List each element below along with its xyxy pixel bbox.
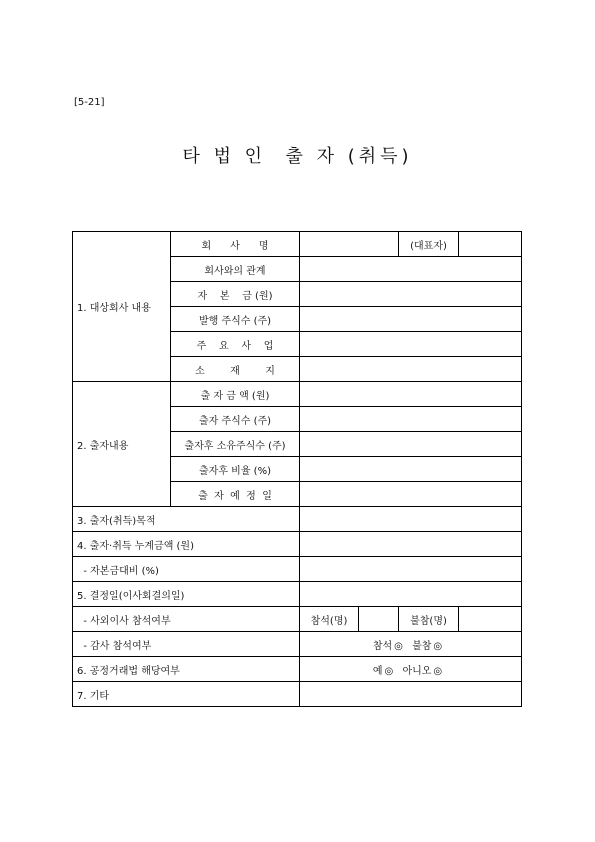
cumulative-amount-label: 4. 출자·취득 누계금액 (원) [73, 532, 300, 557]
table-row [73, 632, 522, 657]
form-code: [5-21] [74, 97, 105, 108]
main-business-field[interactable] [300, 332, 522, 357]
section2-label: 2. 출자내용 [73, 382, 171, 507]
absent-count-label: 불참(명) [399, 607, 459, 632]
owned-shares-field[interactable] [300, 432, 522, 457]
investment-amount-label: 출 자 금 액 (원) [171, 382, 300, 407]
auditor-absent-option[interactable] [412, 641, 448, 652]
scheduled-date-label: 출 자 예 정 일 [171, 482, 300, 507]
investment-shares-label: 출자 주식수 (주) [171, 407, 300, 432]
main-business-label: 주 요 사 업 [171, 332, 300, 357]
circle-mark-icon: ◎ [394, 640, 403, 652]
circle-mark-icon: ◎ [384, 665, 394, 677]
investment-amount-field[interactable] [300, 382, 522, 407]
circle-mark-icon: ◎ [433, 665, 443, 677]
location-field[interactable] [300, 357, 522, 382]
fair-trade-label: 6. 공정거래법 해당여부 [73, 657, 300, 682]
purpose-label: 3. 출자(취득)목적 [73, 507, 300, 532]
section1-label: 1. 대상회사 내용 [73, 232, 171, 382]
other-label: 7. 기타 [73, 682, 300, 707]
scheduled-date-field[interactable] [300, 482, 522, 507]
fair-trade-yes-text: 예 [372, 665, 383, 677]
auditor-options [300, 632, 522, 657]
table-row [73, 682, 522, 707]
absent-count-field[interactable] [459, 607, 522, 632]
auditor-attend-option[interactable] [373, 641, 409, 652]
issued-shares-field[interactable] [300, 307, 522, 332]
table-row [73, 607, 522, 632]
auditor-label: - 감사 참석여부 [73, 632, 300, 657]
investment-shares-field[interactable] [300, 407, 522, 432]
attend-count-field[interactable] [359, 607, 399, 632]
fair-trade-yes-option[interactable] [373, 666, 399, 677]
owned-shares-label: 출자후 소유주식수 (주) [171, 432, 300, 457]
table-row [73, 557, 522, 582]
table-row [73, 532, 522, 557]
decision-date-label: 5. 결정일(이사회결의일) [73, 582, 300, 607]
table-row [73, 582, 522, 607]
issued-shares-label: 발행 주식수 (주) [171, 307, 300, 332]
other-field[interactable] [300, 682, 522, 707]
auditor-absent-text: 불참 [412, 640, 432, 652]
fair-trade-no-text: 아니오 [402, 665, 432, 677]
ownership-ratio-label: 출자후 비율 (%) [171, 457, 300, 482]
table-row [73, 382, 522, 407]
capital-ratio-field[interactable] [300, 557, 522, 582]
capital-ratio-label: - 자본금대비 (%) [73, 557, 300, 582]
cumulative-amount-field[interactable] [300, 532, 522, 557]
purpose-field[interactable] [300, 507, 522, 532]
capital-field[interactable] [300, 282, 522, 307]
location-label: 소 재 지 [171, 357, 300, 382]
circle-mark-icon: ◎ [433, 640, 443, 652]
table-row [73, 507, 522, 532]
auditor-attend-text: 참석 [372, 640, 393, 652]
representative-label: (대표자) [399, 232, 459, 257]
relation-field[interactable] [300, 257, 522, 282]
decision-date-field[interactable] [300, 582, 522, 607]
relation-label: 회사와의 관계 [171, 257, 300, 282]
fair-trade-options [300, 657, 522, 682]
attend-count-label: 참석(명) [300, 607, 359, 632]
investment-form-table [72, 231, 522, 707]
representative-field[interactable] [459, 232, 522, 257]
capital-label: 자 본 금 (원) [171, 282, 300, 307]
fair-trade-no-option[interactable] [402, 666, 448, 677]
table-row [73, 232, 522, 257]
company-name-label: 회 사 명 [171, 232, 300, 257]
company-name-field[interactable] [300, 232, 399, 257]
outside-director-label: - 사외이사 참석여부 [73, 607, 300, 632]
ownership-ratio-field[interactable] [300, 457, 522, 482]
table-row [73, 657, 522, 682]
page-title: 타 법 인 출 자 (취득) [182, 146, 413, 167]
